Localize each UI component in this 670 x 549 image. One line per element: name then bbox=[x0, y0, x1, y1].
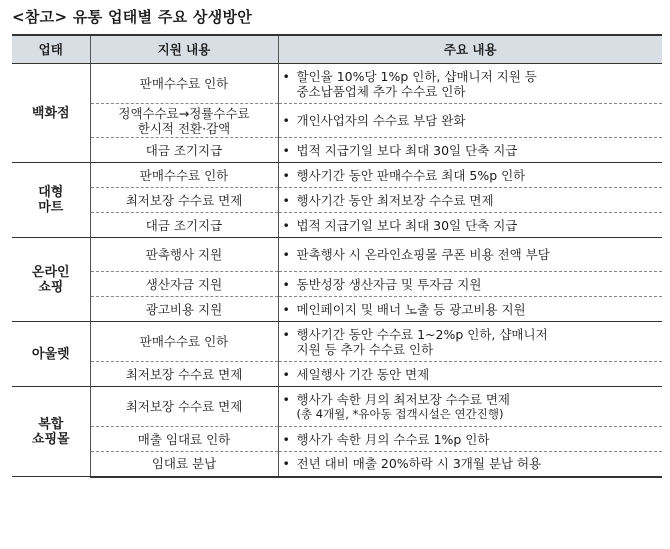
table-row bbox=[12, 238, 662, 272]
content-text: 법적 지급기일 보다 최대 30일 단축 지급 bbox=[296, 217, 518, 233]
category-cell: 복합 쇼핑몰 bbox=[12, 387, 90, 477]
bullet-icon: • bbox=[282, 276, 290, 292]
content-cell bbox=[278, 387, 662, 427]
bullet-item bbox=[283, 302, 659, 317]
table-row bbox=[12, 452, 662, 477]
bullet-icon: • bbox=[282, 431, 290, 447]
support-cell: 대금 조기지급 bbox=[90, 213, 278, 238]
support-cell: 정액수수료→정률수수료 한시적 전환·감액 bbox=[90, 104, 278, 138]
table-row bbox=[12, 362, 662, 387]
support-cell: 판촉행사 지원 bbox=[90, 238, 278, 272]
content-cell bbox=[278, 297, 662, 322]
bullet-icon: • bbox=[282, 217, 290, 233]
table-body bbox=[12, 64, 662, 477]
header-support: 지원 내용 bbox=[90, 35, 278, 64]
content-text: 행사기간 동안 최저보장 수수료 면제 bbox=[296, 192, 494, 208]
content-text: 세일행사 기간 동안 면제 bbox=[296, 366, 430, 382]
table-row bbox=[12, 163, 662, 188]
header-category: 업태 bbox=[12, 35, 90, 64]
category-cell: 백화점 bbox=[12, 64, 90, 163]
content-text: 개인사업자의 수수료 부담 완화 bbox=[296, 113, 466, 128]
table-row bbox=[12, 138, 662, 163]
content-text: 법적 지급기일 보다 최대 30일 단축 지급 bbox=[296, 142, 518, 158]
bullet-item bbox=[283, 432, 659, 447]
support-cell: 생산자금 지원 bbox=[90, 272, 278, 297]
bullet-icon: • bbox=[282, 366, 290, 382]
content-text: 행사가 속한 月의 수수료 1%p 인하 bbox=[296, 431, 490, 447]
header-content: 주요 내용 bbox=[278, 35, 662, 64]
content-cell bbox=[278, 163, 662, 188]
content-cell bbox=[278, 272, 662, 297]
bullet-icon: • bbox=[282, 142, 290, 158]
table-row bbox=[12, 427, 662, 452]
content-cell bbox=[278, 138, 662, 163]
support-cell: 판매수수료 인하 bbox=[90, 163, 278, 188]
bullet-item bbox=[283, 277, 659, 292]
content-cell bbox=[278, 427, 662, 452]
support-cell: 판매수수료 인하 bbox=[90, 322, 278, 362]
content-text: 행사가 속한 月의 최저보장 수수료 면제 bbox=[296, 391, 510, 407]
table-row bbox=[12, 64, 662, 104]
content-text: 행사기간 동안 수수료 1~2%p 인하, 샵매니저 지원 등 추가 수수료 인하 bbox=[296, 326, 548, 357]
bullet-item bbox=[283, 218, 659, 233]
support-cell: 매출 임대료 인하 bbox=[90, 427, 278, 452]
content-text: 메인페이지 및 배너 노출 등 광고비용 지원 bbox=[296, 301, 526, 317]
content-cell bbox=[278, 64, 662, 104]
support-cell: 최저보장 수수료 면제 bbox=[90, 188, 278, 213]
support-cell: 광고비용 지원 bbox=[90, 297, 278, 322]
content-note: (총 4개월, *유아동 접객시설은 연간진행) bbox=[296, 406, 504, 421]
support-cell: 대금 조기지급 bbox=[90, 138, 278, 163]
content-text: 행사기간 동안 판매수수료 최대 5%p 인하 bbox=[296, 167, 526, 183]
content-text: 할인율 10%당 1%p 인하, 샵매니저 지원 등 중소납품업체 추가 수수료 인하 bbox=[296, 68, 537, 99]
bullet-icon: • bbox=[282, 456, 290, 472]
bullet-item bbox=[283, 193, 659, 208]
bullet-item bbox=[283, 69, 659, 99]
bullet-item bbox=[283, 168, 659, 183]
bullet-item bbox=[283, 392, 659, 407]
bullet-icon: • bbox=[282, 326, 290, 342]
content-cell bbox=[278, 213, 662, 238]
table-row bbox=[12, 322, 662, 362]
content-text: 전년 대비 매출 20%하락 시 3개월 분납 허용 bbox=[296, 456, 542, 472]
bullet-item bbox=[283, 367, 659, 382]
table-row bbox=[12, 387, 662, 427]
content-cell bbox=[278, 362, 662, 387]
table-row bbox=[12, 213, 662, 238]
page-title: <참고> 유통 업태별 주요 상생방안 bbox=[12, 8, 253, 26]
support-cell: 최저보장 수수료 면제 bbox=[90, 362, 278, 387]
content-cell bbox=[278, 322, 662, 362]
support-cell: 임대료 분납 bbox=[90, 452, 278, 477]
table-row bbox=[12, 297, 662, 322]
bullet-icon: • bbox=[282, 167, 290, 183]
content-cell bbox=[278, 452, 662, 477]
bullet-item bbox=[283, 327, 659, 357]
support-table bbox=[12, 34, 662, 478]
support-cell: 최저보장 수수료 면제 bbox=[90, 387, 278, 427]
bullet-icon: • bbox=[282, 68, 290, 84]
content-text: 동반성장 생산자금 및 투자금 지원 bbox=[296, 276, 482, 292]
bullet-icon: • bbox=[282, 113, 290, 128]
table-header-row bbox=[12, 35, 662, 64]
category-cell: 아울렛 bbox=[12, 322, 90, 387]
bullet-icon: • bbox=[282, 301, 290, 317]
content-cell bbox=[278, 238, 662, 272]
content-text: 판촉행사 시 온라인쇼핑몰 쿠폰 비용 전액 부담 bbox=[296, 247, 550, 262]
bullet-item bbox=[283, 113, 659, 128]
bullet-item bbox=[283, 456, 659, 471]
bullet-icon: • bbox=[282, 192, 290, 208]
bullet-icon: • bbox=[282, 247, 290, 262]
support-cell: 판매수수료 인하 bbox=[90, 64, 278, 104]
bullet-icon: • bbox=[282, 391, 290, 407]
table-row bbox=[12, 188, 662, 213]
bullet-item bbox=[283, 247, 659, 262]
category-cell: 대형 마트 bbox=[12, 163, 90, 238]
table-row bbox=[12, 104, 662, 138]
content-cell bbox=[278, 188, 662, 213]
category-cell: 온라인 쇼핑 bbox=[12, 238, 90, 322]
table-row bbox=[12, 272, 662, 297]
content-cell bbox=[278, 104, 662, 138]
bullet-item bbox=[283, 143, 659, 158]
